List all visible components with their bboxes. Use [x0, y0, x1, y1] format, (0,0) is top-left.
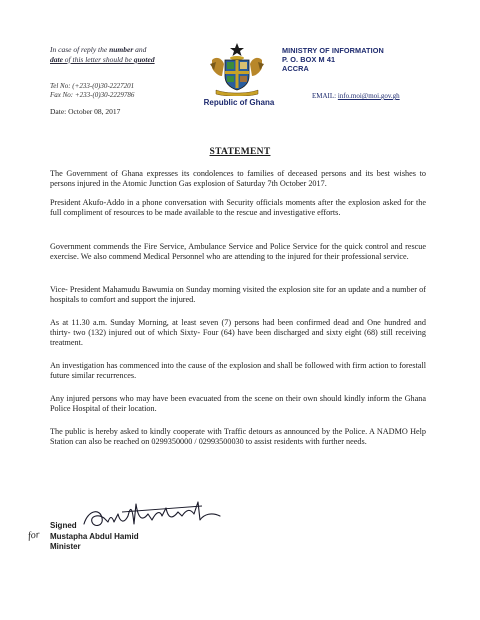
ministry-email — [312, 92, 400, 100]
email-link[interactable]: info.moi@moi.gov.gh — [337, 92, 400, 100]
reference-note — [50, 45, 155, 64]
paragraph-traffic: The public is hereby asked to kindly cooperate with Traffic detours as announced by the Police. A NADMO Help Station can also be reached on 0299350000 / 02993500030 to assist residents with further needs. — [50, 427, 426, 447]
letter-date: Date: October 08, 2017 — [50, 107, 121, 116]
for-mark: for — [27, 529, 41, 542]
paragraph-investigation: An investigation has commenced into the cause of the explosion and shall be followed with firm action to forestall future similar recurrences. — [50, 361, 426, 381]
ministry-po-box: P. O. BOX M 41 — [282, 55, 336, 64]
contact-numbers — [50, 82, 134, 100]
ministry-city: ACCRA — [282, 64, 309, 73]
ref-bold: number — [109, 45, 134, 54]
paragraph-president: President Akufo-Addo in a phone conversation with Security officials moments after the explosion asked for the full compliment of resources to be made available to the rescue and investigative efforts. — [50, 198, 426, 218]
signatory — [50, 532, 139, 552]
tel-number: Tel No: (+233-(0)30-2227201 — [50, 82, 135, 90]
handwritten-signature-icon — [82, 494, 222, 534]
ministry-name: MINISTRY OF INFORMATION — [282, 46, 384, 55]
ref-line2: of this letter should be — [62, 54, 134, 64]
ref-quoted: quoted — [133, 54, 155, 64]
signatory-name: Mustapha Abdul Hamid — [50, 532, 139, 541]
ghana-coat-of-arms-icon — [208, 42, 266, 96]
ref-line1: In case of reply the — [50, 45, 110, 54]
statement-title: STATEMENT — [209, 147, 271, 157]
email-label: EMAIL: — [312, 92, 338, 100]
ministry-address — [282, 46, 384, 73]
paragraph-casualties: As at 11.30 a.m. Sunday Morning, at least seven (7) persons had been confirmed dead and One hundred and thirty- two (132) injured out of which Sixty- Four (64) have been discharged and sixty eight (68) still receiving treatment. — [50, 318, 426, 348]
ref-and: and — [133, 45, 147, 54]
paragraph-vice-president: Vice- President Mahamudu Bawumia on Sunday morning visited the explosion site for an update and a number of hospitals to comfort and support the injured. — [50, 285, 426, 305]
paragraph-commendation: Government commends the Fire Service, Ambulance Service and Police Service for the quick control and rescue exercise. We also commend Medical Personnel who are attending to the injured for their professional service. — [50, 242, 426, 262]
fax-number: Fax No: +233-(0)30-2229786 — [50, 91, 135, 99]
paragraph-evacuated: Any injured persons who may have been evacuated from the scene on their own should kindly inform the Ghana Police Hospital of their location. — [50, 394, 426, 414]
ref-date-word: date — [50, 54, 63, 64]
republic-of-ghana-label: Republic of Ghana — [203, 98, 275, 107]
signatory-role: Minister — [50, 542, 81, 551]
paragraph-condolences: The Government of Ghana expresses its condolences to families of deceased persons and its best wishes to persons injured in the Atomic Junction Gas explosion of Saturday 7th October 2017. — [50, 169, 426, 189]
signed-label: Signed — [50, 521, 77, 530]
